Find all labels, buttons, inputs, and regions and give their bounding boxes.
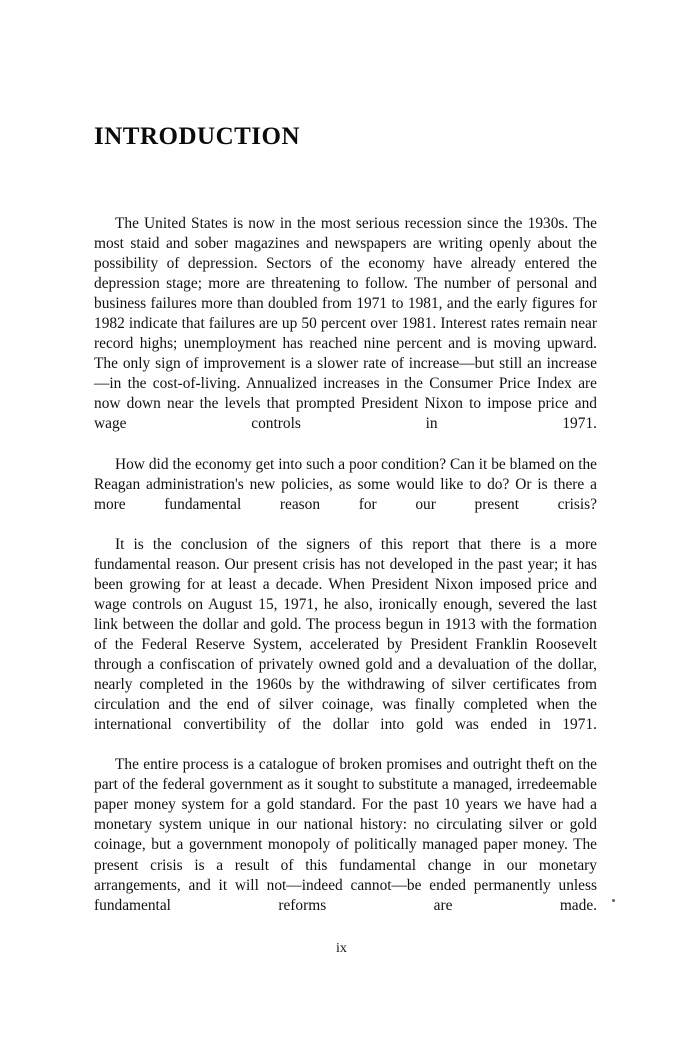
paragraph: It is the conclusion of the signers of this report that there is a more fundamental reason. Our present crisis has not developed in the past year; it has been growing for at least a decade. When President Nixon imposed price and wage controls on August 15, 1971, he also, ironically enough, severed the last link between the dollar and gold. The process begun in 1913 with the formation of the Federal Reserve System, accelerated by President Franklin Roosevelt through a confiscation of privately owned gold and a devaluation of the dollar, nearly completed in the 1960s by the withdrawing of silver certificates from circulation and the end of silver coinage, was finally completed when the international convertibility of the dollar into gold was ended in 1971.: [94, 535, 597, 734]
scan-artifact-speck: [612, 899, 615, 902]
paragraph: How did the economy get into such a poor condition? Can it be blamed on the Reagan administration's new policies, as some would like to do? Or is there a more fundamental reason for our present crisis?: [94, 455, 597, 513]
page-number: ix: [336, 941, 347, 956]
body-text: [94, 214, 597, 936]
paragraph: The entire process is a catalogue of broken promises and outright theft on the part of the federal government as it sought to substitute a managed, irredeemable paper money system for a gold standard. For the past 10 years we have had a monetary system unique in our national history: no circulating silver or gold coinage, but a government monopoly of politically managed paper money. The present crisis is a result of this fundamental change in our monetary arrangements, and it will not—indeed cannot—be ended permanently unless fundamental reforms are made.: [94, 756, 597, 914]
page-title: INTRODUCTION: [94, 122, 301, 150]
paragraph: The United States is now in the most serious recession since the 1930s. The most staid and sober magazines and newspapers are writing openly about the possibility of depression. Sectors of the economy have already entered the depression stage; more are threatening to follow. The number of personal and business failures more than doubled from 1971 to 1981, and the early figures for 1982 indicate that failures are up 50 percent over 1981. Interest rates remain near record highs; unemployment has reached nine percent and is moving upward. The only sign of improvement is a slower rate of increase—but still an increase—in the cost-of-living. Annualized increases in the Consumer Price Index are now down near the levels that prompted President Nixon to impose price and wage controls in 1971.: [94, 215, 597, 433]
